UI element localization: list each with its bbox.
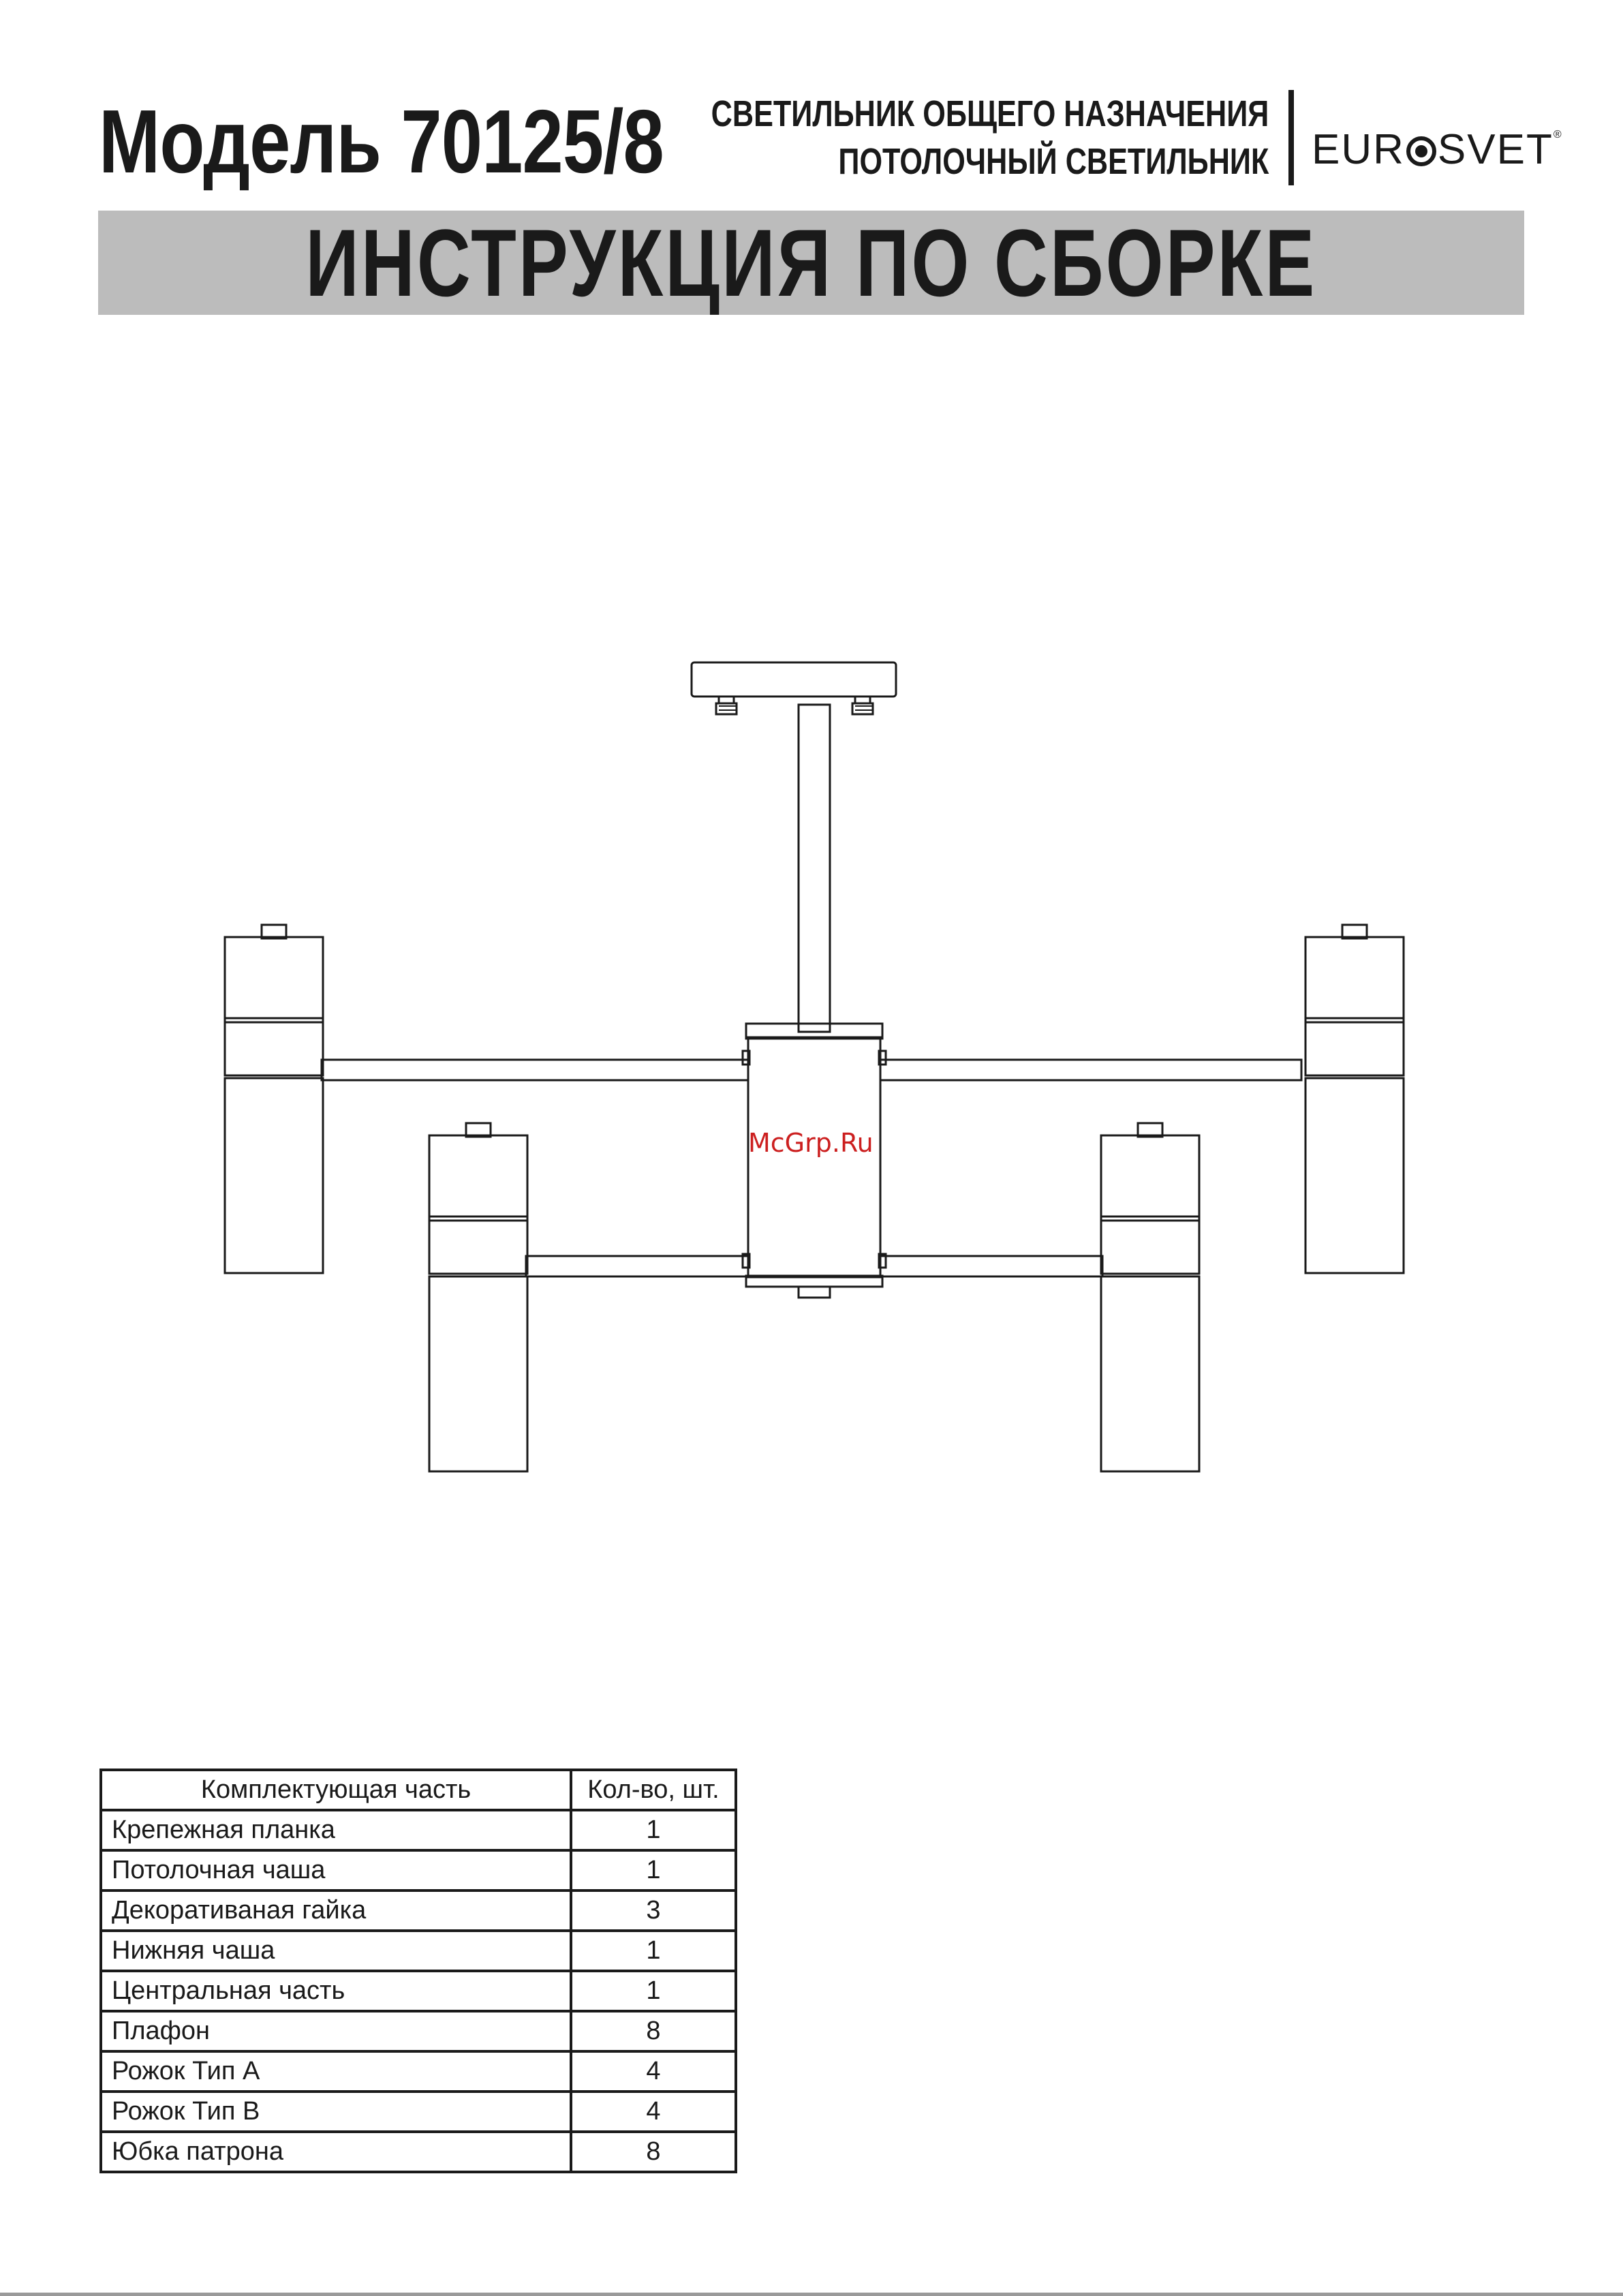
table-row	[101, 2132, 736, 2172]
chandelier-drawing	[204, 654, 1431, 1506]
table-row	[101, 1931, 736, 1971]
table-row	[101, 1810, 736, 1850]
part-name: Рожок Тип В	[101, 2092, 571, 2132]
watermark: McGrp.Ru	[748, 1128, 874, 1158]
brand-o-icon	[1406, 136, 1436, 166]
part-qty: 4	[571, 2051, 736, 2092]
part-name: Плафон	[101, 2011, 571, 2051]
bottom-rule	[0, 2293, 1623, 2296]
part-qty: 1	[571, 1971, 736, 2011]
part-qty: 1	[571, 1850, 736, 1891]
part-qty: 4	[571, 2092, 736, 2132]
parts-table	[99, 1769, 737, 2173]
table-row	[101, 2092, 736, 2132]
arms	[322, 1060, 1301, 1276]
central-body	[743, 1024, 886, 1298]
brand-text-left: EUR	[1312, 126, 1405, 173]
stem	[799, 705, 830, 1032]
table-row	[101, 1850, 736, 1891]
shade-outer-right	[1305, 925, 1404, 1273]
part-qty: 8	[571, 2011, 736, 2051]
part-name: Юбка патрона	[101, 2132, 571, 2172]
brand-text-right: SVET	[1437, 126, 1554, 173]
table-row	[101, 1891, 736, 1931]
part-name: Декоративаная гайка	[101, 1891, 571, 1931]
shade-inner-right	[1101, 1123, 1199, 1471]
header-divider	[1288, 90, 1294, 185]
brand-logo	[1312, 108, 1563, 177]
part-qty: 1	[571, 1931, 736, 1971]
table-row	[101, 2051, 736, 2092]
parts-table-header	[101, 1770, 736, 1810]
chandelier-illustration	[204, 654, 1431, 1506]
ceiling-canopy	[692, 662, 896, 714]
part-name: Нижняя чаша	[101, 1931, 571, 1971]
part-qty: 8	[571, 2132, 736, 2172]
part-qty: 1	[571, 1810, 736, 1850]
part-qty: 3	[571, 1891, 736, 1931]
shade-inner-left	[429, 1123, 527, 1471]
model-title: Модель 70125/8	[99, 91, 664, 192]
banner-title: ИНСТРУКЦИЯ ПО СБОРКЕ	[305, 209, 1317, 316]
part-column-header: Комплектующая часть	[101, 1770, 571, 1810]
table-row	[101, 2011, 736, 2051]
product-type-line-2: ПОТОЛОЧНЫЙ СВЕТИЛЬНИК	[838, 141, 1269, 182]
table-row	[101, 1971, 736, 2011]
product-type	[711, 90, 1269, 185]
title-banner	[98, 211, 1524, 315]
product-type-line-1: СВЕТИЛЬНИК ОБЩЕГО НАЗНАЧЕНИЯ	[711, 93, 1269, 134]
part-name: Рожок Тип А	[101, 2051, 571, 2092]
registered-mark: ®	[1553, 129, 1563, 140]
part-name: Крепежная планка	[101, 1810, 571, 1850]
qty-column-header: Кол-во, шт.	[571, 1770, 736, 1810]
part-name: Центральная часть	[101, 1971, 571, 2011]
shade-outer-left	[225, 925, 323, 1273]
part-name: Потолочная чаша	[101, 1850, 571, 1891]
